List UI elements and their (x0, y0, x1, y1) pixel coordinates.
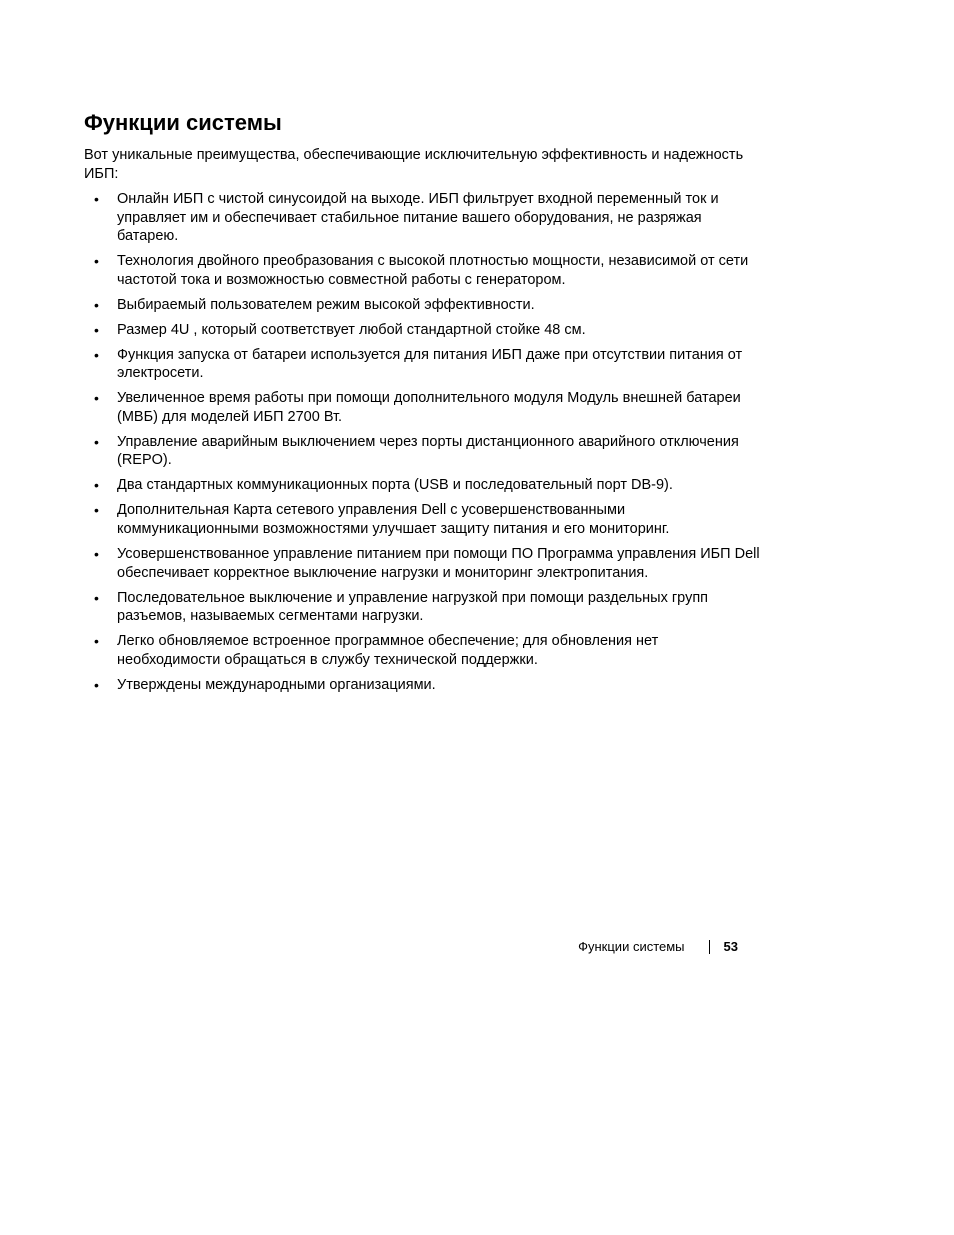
feature-text: Легко обновляемое встроенное программное обеспечение; для обновления нет необходимости обращаться в службу технической поддержки. (117, 633, 659, 668)
bullet-icon: • (94, 191, 99, 207)
list-item (84, 389, 764, 426)
intro-paragraph: Вот уникальные преимущества, обеспечивающие исключительную эффективность и надежность ИБП: (84, 147, 744, 182)
list-item (84, 501, 764, 538)
list-item (84, 676, 764, 695)
list-item (84, 433, 764, 470)
feature-text: Функция запуска от батареи используется для питания ИБП даже при отсутствии питания от электросети. (117, 346, 743, 382)
footer-section-title: Функции системы (578, 939, 685, 954)
bullet-icon: • (94, 346, 99, 363)
list-item (84, 190, 764, 246)
list-item (84, 296, 764, 315)
list-item (84, 545, 764, 582)
feature-text: Утверждены международными организациями. (117, 676, 436, 693)
bullet-icon: • (94, 253, 99, 270)
feature-text: Технология двойного преобразования с высокой плотностью мощности, независимой от сети частотой тока и возможностью совместной работы с генератором. (117, 253, 749, 288)
feature-text: Управление аварийным выключением через порты дистанционного аварийного отключения (REPO). (117, 433, 739, 469)
bullet-icon: • (94, 390, 99, 407)
page-number: 53 (723, 939, 738, 954)
list-item (84, 346, 764, 383)
feature-text: Дополнительная Карта сетевого управления Dell с усовершенствованными коммуникационными возможностями улучшает защиту питания и его мониторинг. (117, 502, 670, 538)
feature-text: Увеличенное время работы при помощи дополнительного модуля Модуль внешней батареи (МВБ) для моделей ИБП 2700 Вт. (117, 390, 741, 425)
list-item (84, 476, 764, 495)
bullet-icon: • (94, 633, 99, 650)
list-item (84, 252, 764, 289)
bullet-icon: • (94, 433, 99, 450)
feature-text: Последовательное выключение и управление нагрузкой при помощи раздельных групп разъемов, называемых сегментами нагрузки. (117, 589, 709, 625)
page-footer (578, 938, 738, 956)
feature-text: Онлайн ИБП с чистой синусоидой на выходе. ИБП фильтрует входной переменный ток и управляет им и обеспечивает стабильное питание вашего оборудования, не разряжая батарею. (117, 191, 719, 245)
bullet-icon: • (94, 477, 99, 494)
bullet-icon: • (94, 321, 99, 338)
list-item (84, 589, 764, 626)
bullet-icon: • (94, 546, 99, 563)
feature-text: Два стандартных коммуникационных порта (USB и последовательный порт DB-9). (117, 477, 673, 494)
page-title: Функции системы (84, 110, 282, 135)
feature-text: Выбираемый пользователем режим высокой эффективности. (117, 296, 535, 313)
bullet-icon: • (94, 676, 99, 693)
feature-text: Усовершенствованное управление питанием при помощи ПО Программа управления ИБП Dell обеспечивает корректное выключение нагрузки и мониторинг электропитания. (117, 546, 760, 581)
feature-text: Размер 4U , который соответствует любой стандартной стойке 48 см. (117, 321, 586, 338)
bullet-icon: • (94, 589, 99, 606)
feature-list (84, 190, 764, 701)
bullet-icon: • (94, 296, 99, 313)
list-item (84, 321, 764, 340)
list-item (84, 632, 764, 669)
footer-divider (709, 940, 710, 954)
bullet-icon: • (94, 502, 99, 519)
